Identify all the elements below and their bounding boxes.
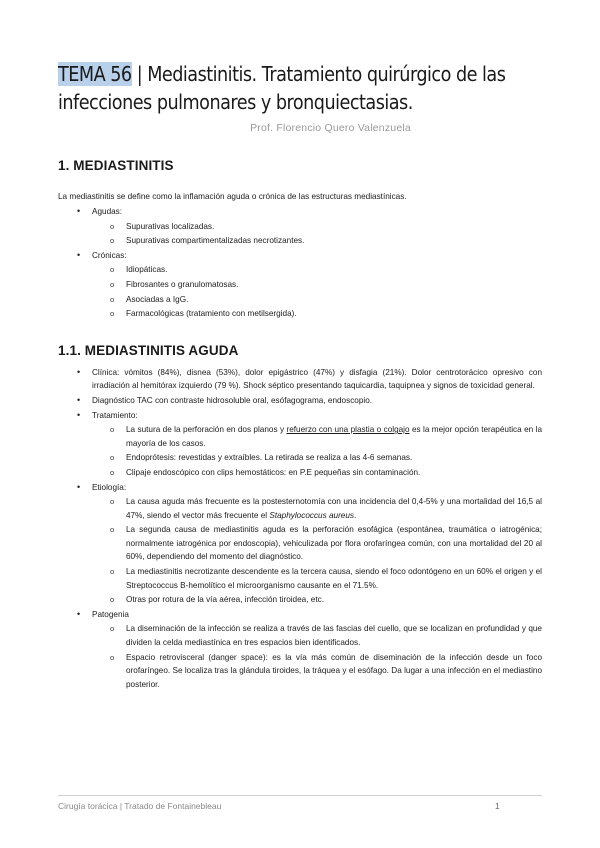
aguda-list [58,366,542,692]
list-item-agudas: • Agudas: o Supurativas localizadas. o Supurativas compartimentalizadas necrotizantes. [58,205,542,248]
list-item-cronicas: • Crónicas: o Idiopáticas. o Fibrosantes o granulomatosas. o Asociadas a IgG. o Farmacológicas (tratamiento con metilsergida). [58,249,542,321]
definition-paragraph: La mediastinitis se define como la inflamación aguda o crónica de las estructuras mediastínicas. [58,192,407,201]
list-item: o Asociadas a IgG. [92,293,542,307]
section-heading-mediastinitis-aguda: 1.1. MEDIASTINITIS AGUDA [58,342,239,358]
title-block [58,60,548,134]
list-item: o Clipaje endoscópico con clips hemostáticos: en P.E pequeñas sin contaminación. [92,466,542,480]
footer-divider [58,795,542,796]
list-item: o Espacio retrovisceral (danger space): es la vía más común de diseminación de la infección desde un foco orofaríngeo. Se localiza tras la glándula tiroides, la tráquea y el esófago. Da lugar a una infección en el mediastino posterior. [92,651,542,692]
sublist-agudas [92,220,542,248]
list-item: o La sutura de la perforación en dos planos y refuerzo con una plastia o colgajo es la mejor opción terapéutica en la mayoría de los casos. [92,423,542,450]
list-item-tratamiento: • Tratamiento: o La sutura de la perforación en dos planos y refuerzo con una plastia o colgajo es la mejor opción terapéutica en la mayoría de los casos. o Endoprótesis: revestidas y extraíbles. La retirada se realiza a las 4-6 semanas. o Clipaje endoscópico con clips hemostáticos: en P.E pequeñas sin contaminación. [58,409,542,480]
sublist-cronicas [92,263,542,320]
list-item: o Supurativas localizadas. [92,220,542,234]
list-item: o La causa aguda más frecuente es la postesternotomía con una incidencia del 0,4-5% y una mortalidad del 16,5 al 47%, siendo el vector más frecuente el Staphylococcus aureus. [92,495,542,522]
sublist-tratamiento [92,423,542,479]
document-body [58,158,542,692]
list-item: o Otras por rotura de la vía aérea, infección tiroidea, etc. [92,593,542,607]
list-item-diagnostico: • Diagnóstico TAC con contraste hidrosoluble oral, esófagograma, endoscopio. [58,394,542,408]
page-number: 1 [495,801,500,811]
list-item: o Endoprótesis: revestidas y extraíbles. La retirada se realiza a las 4-6 semanas. [92,451,542,465]
page-title [58,60,553,116]
list-item: o Farmacológicas (tratamiento con metilsergida). [92,307,542,321]
sublist-patogenia [92,622,542,691]
list-item-clinica: • Clínica: vómitos (84%), disnea (53%), dolor epigástrico (47%) y disfagia (21%). Dolor centrotorácico opresivo con irradiación al hemitórax izquierdo (79 %). Shock séptico presentando taquicardia, taquipnea y signos de toxicidad general. [58,366,542,393]
footer-text: Cirugía torácica | Tratado de Fontainebleau [58,801,222,811]
list-item: o La diseminación de la infección se realiza a través de las fascias del cuello, que se localizan en profundidad y que dividen la celda mediastínica en tres espacios bien identificados. [92,622,542,649]
italic-organism: Staphylococcus aureus [269,510,355,520]
author: Prof. Florencio Quero Valenzuela [250,122,411,134]
section-heading-mediastinitis: 1. MEDIASTINITIS [58,158,174,173]
list-item-etiologia: • Etiología: o La causa aguda más frecuente es la postesternotomía con una incidencia del 0,4-5% y una mortalidad del 16,5 al 47%, siendo el vector más frecuente el Staphylococcus aureus. o La segunda causa de mediastinitis aguda es la perforación esofágica (espontánea, traumática o iatrogénica; normalmente iatrogénica por endoscopia), vehiculizada por flora orofaríngea común, con una mortalidad del 20 al 60%, dependiendo del momento del diagnóstico. o La mediastinitis necrotizante descendente es la tercera causa, siendo el foco odontógeno en un 60% el origen y el Streptococcus B-hemolítico el microorganismo causante en el 71.5%. o Otras por rotura de la vía aérea, infección tiroidea, etc. [58,481,542,607]
list-item: o Idiopáticas. [92,263,542,277]
list-item-patogenia: • Patogenia o La diseminación de la infección se realiza a través de las fascias del cuello, que se localizan en profundidad y que dividen la celda mediastínica en tres espacios bien identificados. o Espacio retrovisceral (danger space): es la vía más común de diseminación de la infección desde un foco orofaríngeo. Se localiza tras la glándula tiroides, la tráquea y el esófago. Da lugar a una infección en el mediastino posterior. [58,608,542,692]
underlined-text: refuerzo con una plastia o colgajo [286,425,410,435]
list-item: o Supurativas compartimentalizadas necrotizantes. [92,234,542,248]
sublist-etiologia [92,495,542,607]
classification-list [58,205,542,321]
list-item: o Fibrosantes o granulomatosas. [92,278,542,292]
title-text: | Mediastinitis. Tratamiento quirúrgico de las infecciones pulmonares y bronquiectasias. [58,62,506,114]
list-item: o La segunda causa de mediastinitis aguda es la perforación esofágica (espontánea, traumática o iatrogénica; normalmente iatrogénica por endoscopia), vehiculizada por flora orofaríngea común, con una mortalidad del 20 al 60%, dependiendo del momento del diagnóstico. [92,523,542,564]
topic-label: TEMA 56 [58,62,132,86]
list-item: o La mediastinitis necrotizante descendente es la tercera causa, siendo el foco odontógeno en un 60% el origen y el Streptococcus B-hemolítico el microorganismo causante en el 71.5%. [92,565,542,592]
